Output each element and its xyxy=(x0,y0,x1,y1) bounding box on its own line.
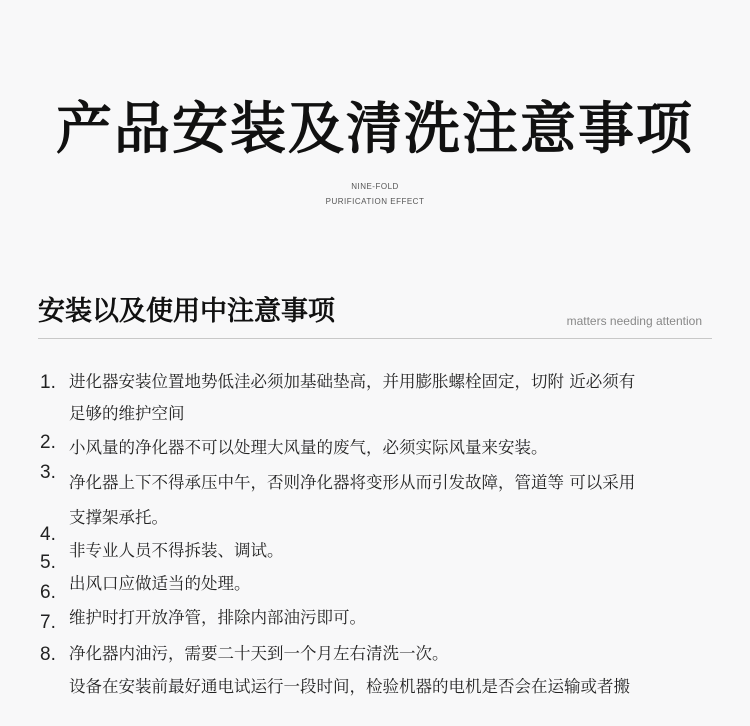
item-number-3: 3. xyxy=(40,462,56,483)
item-number-7: 7. xyxy=(40,612,56,633)
item-number-6: 6. xyxy=(40,582,56,603)
item-number-4: 4. xyxy=(40,524,56,545)
item-6-line-1: 出风口应做适当的处理。 xyxy=(69,574,251,593)
item-number-1: 1. xyxy=(40,372,56,393)
item-7-line-1: 维护时打开放净管，排除内部油污即可。 xyxy=(69,608,366,627)
item-1-line-2: 足够的维护空间 xyxy=(69,404,185,423)
section-subtitle-en: matters needing attention xyxy=(566,314,702,328)
subtitle-line-1: NINE-FOLD xyxy=(351,182,399,191)
item-1-line-1: 进化器安装位置地势低洼必须加基础垫高，并用膨胀螺栓固定，切附 近必须有 xyxy=(69,372,636,391)
item-number-2: 2. xyxy=(40,432,56,453)
section-divider xyxy=(38,338,712,339)
item-8-line-1: 净化器内油污，需要二十天到一个月左右清洗一次。 xyxy=(69,644,449,663)
item-2-line-1: 小风量的净化器不可以处理大风量的废气，必须实际风量来安装。 xyxy=(69,438,548,457)
item-3-line-2: 支撑架承托。 xyxy=(69,508,168,527)
item-number-5: 5. xyxy=(40,552,56,573)
item-number-8: 8. xyxy=(40,644,56,665)
page-title: 产品安装及清洗注意事项 xyxy=(56,97,694,162)
item-4-line-1: 非专业人员不得拆装、调试。 xyxy=(69,541,284,560)
item-8-line-2: 设备在安装前最好通电试运行一段时间，检验机器的电机是否会在运输或者搬 xyxy=(69,677,630,696)
section-title: 安装以及使用中注意事项 xyxy=(38,296,335,327)
subtitle-line-2: PURIFICATION EFFECT xyxy=(325,197,425,206)
item-3-line-1: 净化器上下不得承压中午，否则净化器将变形从而引发故障，管道等 可以采用 xyxy=(69,473,636,492)
